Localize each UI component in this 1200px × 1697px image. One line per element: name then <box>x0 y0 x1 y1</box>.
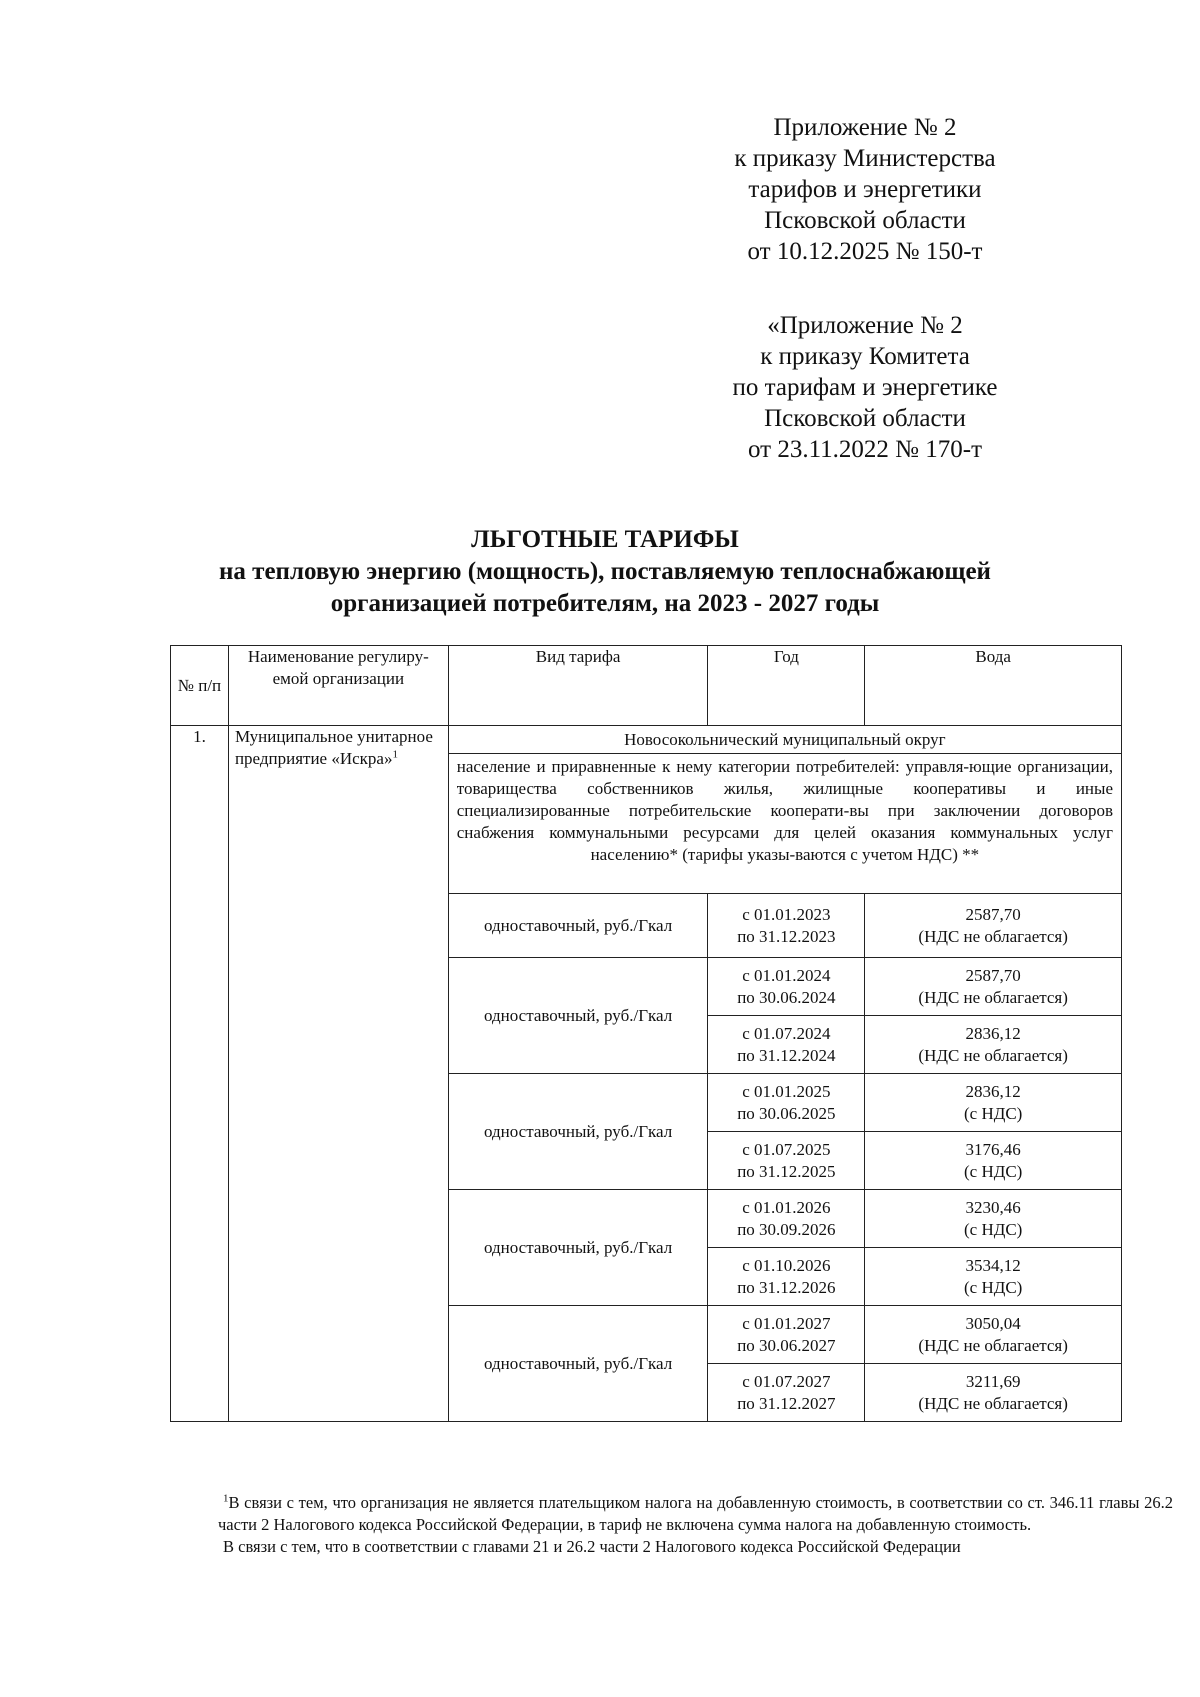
district-cell: Новосокольнический муниципальный округ <box>448 726 1121 754</box>
tariff-type-cell: одноставочный, руб./Гкал <box>448 1190 708 1306</box>
value-cell <box>865 1016 1122 1074</box>
footnote-mark: 1 <box>223 1492 229 1505</box>
period-cell <box>708 1016 865 1074</box>
header-water: Вода <box>865 646 1122 726</box>
period-cell <box>708 894 865 958</box>
tariff-type-cell: одноставочный, руб./Гкал <box>448 1306 708 1422</box>
tariff-value: 3211,69 <box>965 1371 1021 1391</box>
footnote-2 <box>218 1536 1173 1558</box>
vat-note: (НДС не облагается) <box>918 987 1068 1007</box>
footnote-1-text: В связи с тем, что организация не является плательщиком налога на добавленную стоимость, в соответствии со ст. 346.11 главы 26.2 части 2 Налогового кодекса Российской Федерации, в тариф не включена сумма налога на добавленную стоимость. <box>218 1493 1173 1534</box>
title-line: организацией потребителям, на 2023 - 2027 годы <box>330 590 880 617</box>
header-num: № п/п <box>171 646 229 726</box>
title-line: на тепловую энергию (мощность), поставляемую теплоснабжающей <box>219 558 991 585</box>
value-cell <box>865 1190 1122 1248</box>
footnotes <box>218 1492 1173 1558</box>
vat-note: (НДС не облагается) <box>918 1393 1068 1413</box>
approval-line: к приказу Министерства <box>734 145 996 172</box>
tariff-type-cell: одноставочный, руб./Гкал <box>448 958 708 1074</box>
value-cell <box>865 1132 1122 1190</box>
approval-line: по тарифам и энергетике <box>732 374 998 401</box>
period-to: по 31.12.2025 <box>737 1161 836 1181</box>
row-org <box>228 726 448 1422</box>
period-from: с 01.07.2024 <box>742 1023 831 1043</box>
approval-line: к приказу Комитета <box>760 343 970 370</box>
period-from: с 01.01.2027 <box>742 1313 831 1333</box>
period-to: по 30.06.2027 <box>737 1335 836 1355</box>
tariff-value: 3230,46 <box>965 1197 1021 1217</box>
approval-line: от 10.12.2025 № 150-т <box>747 238 983 265</box>
value-cell <box>865 958 1122 1016</box>
period-cell <box>708 1132 865 1190</box>
tariff-value: 2587,70 <box>965 965 1021 985</box>
period-cell <box>708 1248 865 1306</box>
vat-note: (с НДС) <box>963 1103 1023 1123</box>
tariff-type-cell: одноставочный, руб./Гкал <box>448 1074 708 1190</box>
approval-line: Псковской области <box>764 405 966 432</box>
period-from: с 01.10.2026 <box>742 1255 831 1275</box>
value-cell <box>865 1364 1122 1422</box>
period-from: с 01.07.2025 <box>742 1139 831 1159</box>
period-from: с 01.01.2025 <box>742 1081 831 1101</box>
table-header-row <box>171 646 1122 726</box>
document-title <box>150 524 1060 620</box>
tariff-value: 2836,12 <box>965 1081 1021 1101</box>
value-cell <box>865 1306 1122 1364</box>
value-cell <box>865 1074 1122 1132</box>
vat-note: (НДС не облагается) <box>918 926 1068 946</box>
value-cell <box>865 1248 1122 1306</box>
table-row <box>171 726 1122 754</box>
title-line: ЛЬГОТНЫЕ ТАРИФЫ <box>471 526 739 553</box>
approval-line: «Приложение № 2 <box>767 312 963 339</box>
footnote-1 <box>218 1492 1173 1536</box>
period-to: по 31.12.2024 <box>737 1045 836 1065</box>
header-org: Наименование регулиру-емой организации <box>228 646 448 726</box>
vat-note: (с НДС) <box>963 1277 1023 1297</box>
value-cell <box>865 894 1122 958</box>
tariff-value: 2587,70 <box>965 904 1021 924</box>
org-name: Муниципальное унитарное предприятие «Искра» <box>234 727 433 768</box>
tariff-value: 3534,12 <box>965 1255 1021 1275</box>
approval-line: Приложение № 2 <box>773 114 957 141</box>
vat-note: (НДС не облагается) <box>918 1335 1068 1355</box>
period-to: по 31.12.2027 <box>737 1393 836 1413</box>
approval-line: от 23.11.2022 № 170-т <box>747 436 983 463</box>
period-cell <box>708 958 865 1016</box>
tariff-value: 2836,12 <box>965 1023 1021 1043</box>
header-year: Год <box>708 646 865 726</box>
tariff-type-cell: одноставочный, руб./Гкал <box>448 894 708 958</box>
vat-note: (НДС не облагается) <box>918 1045 1068 1065</box>
period-from: с 01.01.2023 <box>742 904 831 924</box>
tariff-table <box>170 645 1122 1422</box>
period-from: с 01.01.2024 <box>742 965 831 985</box>
header-tariff-type: Вид тарифа <box>448 646 708 726</box>
period-to: по 31.12.2026 <box>737 1277 836 1297</box>
vat-note: (с НДС) <box>963 1161 1023 1181</box>
vat-note: (с НДС) <box>963 1219 1023 1239</box>
period-cell <box>708 1190 865 1248</box>
approval-line: тарифов и энергетики <box>748 176 982 203</box>
row-num: 1. <box>171 726 229 1422</box>
period-from: с 01.07.2027 <box>742 1371 831 1391</box>
period-cell <box>708 1074 865 1132</box>
period-cell <box>708 1306 865 1364</box>
approval-line: Псковской области <box>764 207 966 234</box>
period-cell <box>708 1364 865 1422</box>
approval-block-current <box>705 112 1025 267</box>
org-footnote-mark: 1 <box>392 748 398 761</box>
footnote-2-text: В связи с тем, что в соответствии с главами 21 и 26.2 части 2 Налогового кодекса Российской Федерации <box>223 1537 961 1556</box>
tariff-value: 3176,46 <box>965 1139 1021 1159</box>
period-to: по 31.12.2023 <box>737 926 836 946</box>
approval-block-original <box>705 310 1025 465</box>
category-cell: население и приравненные к нему категории потребителей: управля-ющие организации, товарищества собственников жилья, жилищные кооперативы и иные специализированные потребительские кооперати-вы при заключении договоров снабжения коммунальными ресурсами для целей оказания коммунальных услуг населению* (тарифы указы-ваются с учетом НДС) ** <box>448 754 1121 894</box>
tariff-value: 3050,04 <box>965 1313 1021 1333</box>
period-to: по 30.06.2025 <box>737 1103 836 1123</box>
period-to: по 30.06.2024 <box>737 987 836 1007</box>
period-from: с 01.01.2026 <box>742 1197 831 1217</box>
period-to: по 30.09.2026 <box>737 1219 836 1239</box>
